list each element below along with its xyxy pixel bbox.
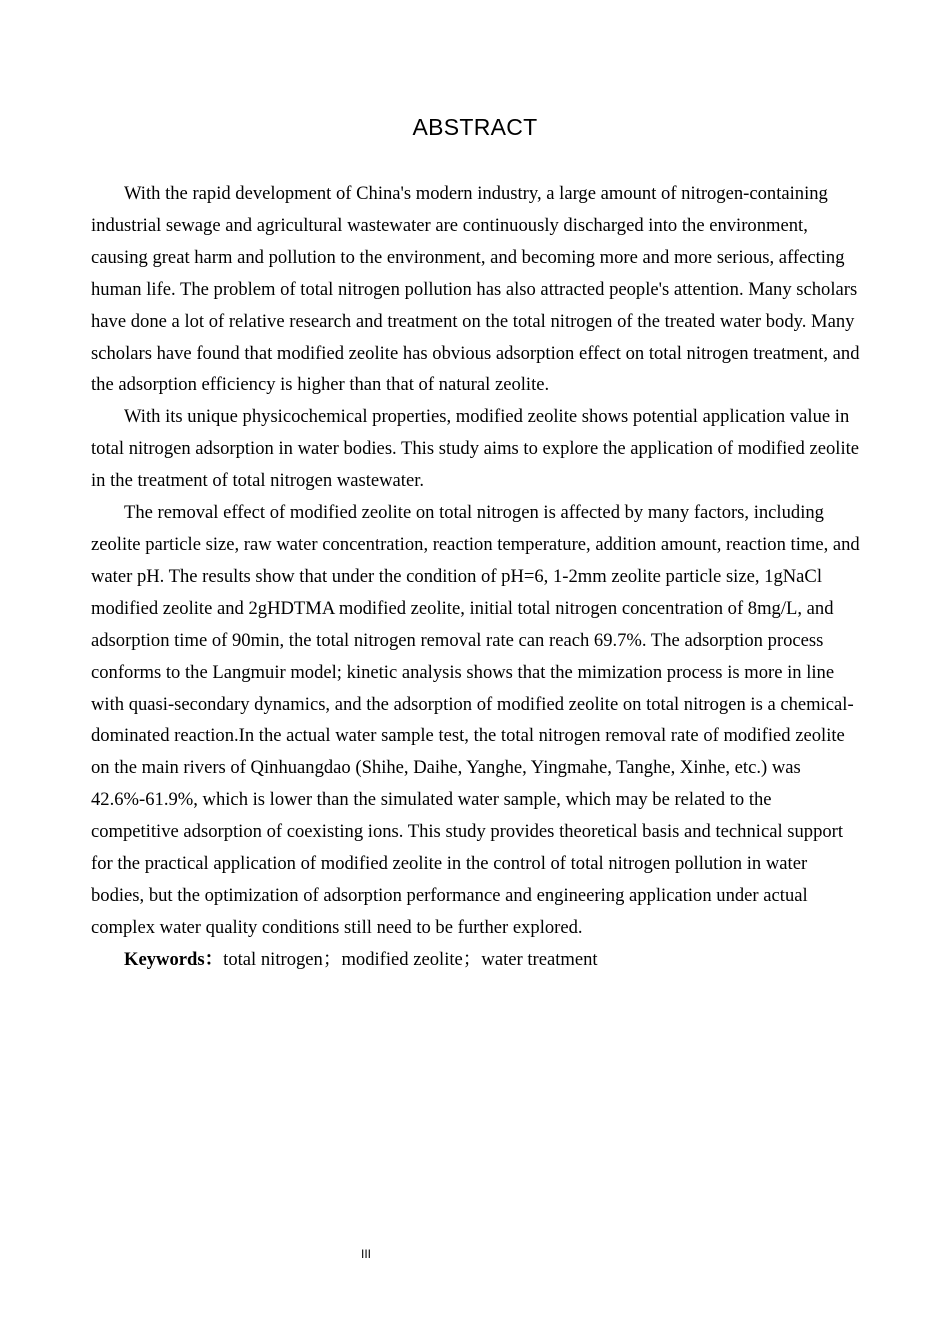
- keywords-label: Keywords：: [124, 948, 224, 970]
- page-number: III: [360, 1247, 371, 1261]
- keyword-item: total nitrogen: [223, 948, 323, 970]
- keyword-separator: ；: [462, 948, 482, 970]
- abstract-paragraph-3: The removal effect of modified zeolite on total nitrogen is affected by many factors, including zeolite particle size, raw water concentration, reaction temperature, addition amount, reaction time, and water pH. The results show that under the condition of pH=6, 1-2mm zeolite particle size, 1gNaCl modified zeolite and 2gHDTMA modified zeolite, initial total nitrogen concentration of 8mg/L, and adsorption time of 90min, the total nitrogen removal rate can reach 69.7%. The adsorption process conforms to the Langmuir model; kinetic analysis shows that the mimization process is more in line with quasi-secondary dynamics, and the adsorption of modified zeolite on total nitrogen is a chemical-dominated reaction.In the actual water sample test, the total nitrogen removal rate of modified zeolite on the main rivers of Qinhuangdao (Shihe, Daihe, Yanghe, Yingmahe, Tanghe, Xinhe, etc.) was 42.6%-61.9%, which is lower than the simulated water sample, which may be related to the competitive adsorption of coexisting ions. This study provides theoretical basis and technical support for the practical application of modified zeolite in the control of total nitrogen pollution in water bodies, but the optimization of adsorption performance and engineering application under actual complex water quality conditions still need to be further explored.: [91, 502, 860, 938]
- keyword-separator: ；: [322, 948, 342, 970]
- abstract-title: ABSTRACT: [412, 114, 538, 140]
- abstract-body: [91, 178, 863, 976]
- abstract-paragraph-1: With the rapid development of China's modern industry, a large amount of nitrogen-containing industrial sewage and agricultural wastewater are continuously discharged into the environment, causing great harm and pollution to the environment, and becoming more and more serious, affecting human life. The problem of total nitrogen pollution has also attracted people's attention. Many scholars have done a lot of relative research and treatment on the total nitrogen of the treated water body. Many scholars have found that modified zeolite has obvious adsorption effect on total nitrogen treatment, and the adsorption efficiency is higher than that of natural zeolite.: [91, 183, 860, 396]
- keywords-line: [91, 944, 863, 976]
- keyword-item: water treatment: [481, 948, 598, 970]
- abstract-paragraph-2: With its unique physicochemical properties, modified zeolite shows potential application value in total nitrogen adsorption in water bodies. This study aims to explore the application of modified zeolite in the treatment of total nitrogen wastewater.: [91, 406, 860, 492]
- keyword-item: modified zeolite: [341, 948, 463, 970]
